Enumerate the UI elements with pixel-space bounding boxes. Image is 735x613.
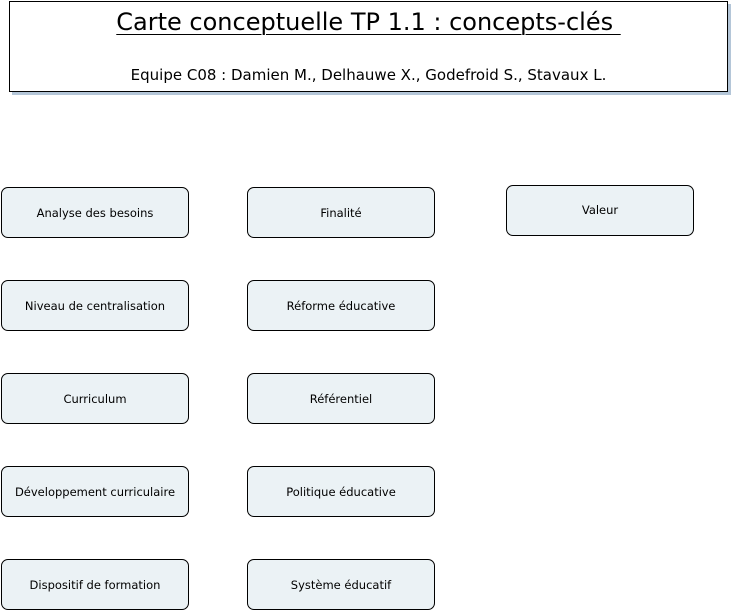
concept-systeme-educatif[interactable]: Système éducatif	[247, 559, 435, 610]
concept-dispositif-de-formation[interactable]: Dispositif de formation	[1, 559, 189, 610]
team-subtitle: Equipe C08 : Damien M., Delhauwe X., Godefroid S., Stavaux L.	[130, 66, 607, 84]
title-box	[9, 1, 728, 92]
concept-niveau-de-centralisation[interactable]: Niveau de centralisation	[1, 280, 189, 331]
concept-reforme-educative[interactable]: Réforme éducative	[247, 280, 435, 331]
concept-developpement-curriculaire[interactable]: Développement curriculaire	[1, 466, 189, 517]
concept-finalite[interactable]: Finalité	[247, 187, 435, 238]
concept-curriculum[interactable]: Curriculum	[1, 373, 189, 424]
concept-analyse-des-besoins[interactable]: Analyse des besoins	[1, 187, 189, 238]
page-title: Carte conceptuelle TP 1.1 : concepts-clés	[116, 8, 621, 36]
concept-valeur[interactable]: Valeur	[506, 185, 694, 236]
concept-politique-educative[interactable]: Politique éducative	[247, 466, 435, 517]
concept-referentiel[interactable]: Référentiel	[247, 373, 435, 424]
